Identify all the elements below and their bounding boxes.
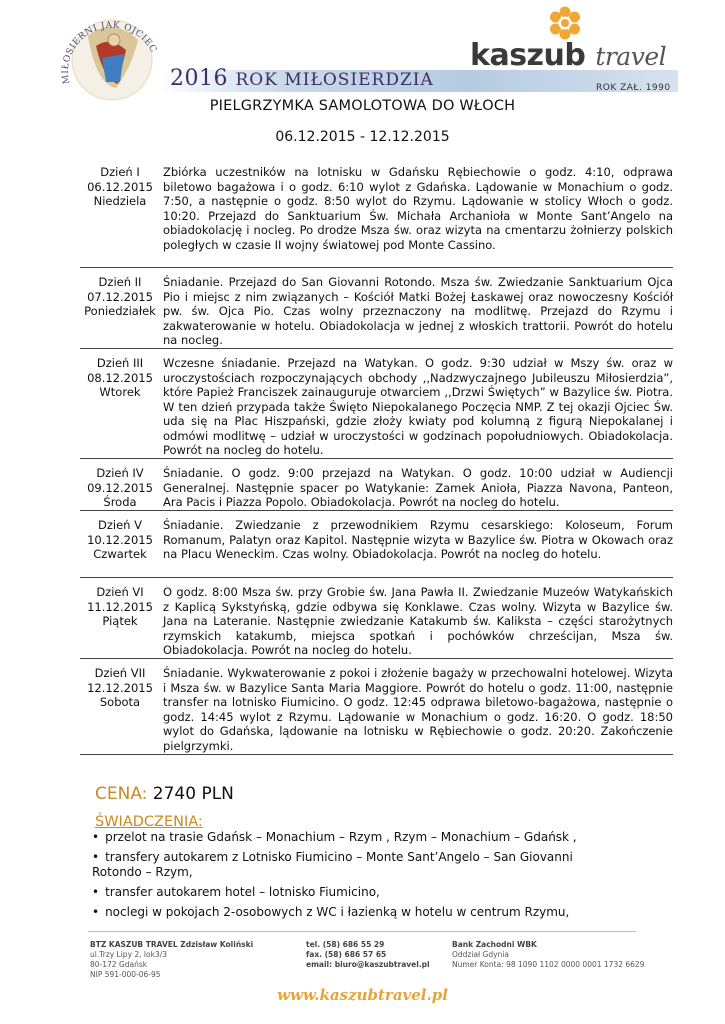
day-description: Śniadanie. Zwiedzanie z przewodnikiem Rzymu cesarskiego: Koloseum, Forum Romanum, Palatyn oraz Kapitol. Następnie wizyta w Bazylice św. Piotra w Okowach oraz na Placu Weneckim. Czas wolny. Obiadokolacja. Powrót na nocleg do hotelu. bbox=[163, 518, 673, 561]
footer-city: 80-172 Gdańsk bbox=[90, 960, 148, 969]
logo-arc-text: MIŁOSIERNI JAK OJCIEC bbox=[60, 20, 159, 85]
footer-divider bbox=[88, 931, 636, 932]
footer-bank: Bank Zachodni WBK bbox=[452, 940, 537, 949]
day-cell bbox=[80, 158, 160, 267]
itinerary-row bbox=[80, 511, 673, 578]
day-label: Dzień VI bbox=[96, 585, 144, 599]
itinerary-row bbox=[80, 459, 673, 511]
day-weekday: Piątek bbox=[102, 614, 138, 628]
day-label: Dzień I bbox=[100, 165, 140, 179]
day-weekday: Niedziela bbox=[93, 194, 147, 208]
itinerary-row bbox=[80, 349, 673, 459]
day-label: Dzień VII bbox=[94, 666, 146, 680]
day-cell bbox=[80, 511, 160, 577]
benefit-item: • przelot na trasie Gdańsk – Monachium – Rzym , Rzym – Monachium – Gdańsk , bbox=[92, 830, 612, 845]
price-value: 2740 PLN bbox=[152, 784, 234, 804]
day-description: Śniadanie. Wykwaterowanie z pokoi i złożenie bagaży w przechowalni hotelowej. Wizyta i Msza św. w Bazylice Santa Maria Maggiore. Powrót do hotelu o godz. 11:00, następnie transfer na lotnisko Fiumicino. O godz. 12:45 odprawa biletowo-bagażowa, następnie o godz. 14:45 wylot z Rzymu. Lądowanie w Monachium o godz. 16:20. O godz. 18:50 wylot do Gdańska, lądowanie na lotnisku w Rębiechowie o godz. 20:20. Zakończenie pielgrzymki. bbox=[163, 666, 673, 753]
price-label: CENA: bbox=[95, 784, 148, 804]
brand-logo-text bbox=[470, 38, 666, 73]
day-date: 12.12.2015 bbox=[87, 680, 153, 695]
day-label: Dzień IV bbox=[96, 466, 144, 480]
document-dates: 06.12.2015 - 12.12.2015 bbox=[275, 129, 450, 145]
year-banner-text: ROK MIŁOSIERDZIA bbox=[235, 70, 434, 90]
day-date: 08.12.2015 bbox=[87, 370, 153, 385]
day-cell bbox=[80, 659, 160, 754]
flower-icon bbox=[548, 6, 582, 40]
document-title: PIELGRZYMKA SAMOLOTOWA DO WŁOCH bbox=[209, 98, 516, 114]
benefit-item: • noclegi w pokojach 2-osobowych z WC i łazienką w hotelu w centrum Rzymu, bbox=[92, 905, 612, 920]
day-description: Śniadanie. Przejazd do San Giovanni Rotondo. Msza św. Zwiedzanie Sanktuarium Ojca Pio i miejsc z nim związanych – Kościół Matki Bożej Łaskawej oraz nowoczesny Kościół pw. św. Ojca Pio. Czas wolny przeznaczony na modlitwę. Przejazd do Rzymu i zakwaterowanie w hotelu. Obiadokolacja w jednej z włoskich trattorii. Powrót do hotelu na nocleg. bbox=[163, 275, 673, 347]
footer-email[interactable]: email: biuro@kaszubtravel.pl bbox=[306, 960, 430, 969]
footer-bank-info bbox=[452, 940, 644, 970]
itinerary-row bbox=[80, 578, 673, 659]
day-date: 11.12.2015 bbox=[87, 599, 153, 614]
day-description: Zbiórka uczestników na lotnisku w Gdańsku Rębiechowie o godz. 4:10, odprawa biletowo bagażowa i o godz. 6:10 wylot z Gdańska. Lądowanie w Monachium o godz. 7:50, a następnie o godz. 8:50 wylot do Rzymu. Lądowanie w stolicy Włoch o godz. 10:20. Przejazd do Sanktuarium Św. Michała Archanioła w Monte Sant’Angelo na obiadokolację i nocleg. Po drodze Msza św. oraz wizyta na cmentarzu żołnierzy polskich poległych w czasie II wojny światowej pod Monte Cassino. bbox=[163, 165, 673, 252]
brand-suffix: travel bbox=[595, 42, 667, 71]
year-number: 2016 bbox=[170, 66, 228, 91]
day-weekday: Poniedziałek bbox=[84, 304, 156, 318]
day-cell bbox=[80, 268, 160, 348]
brand-name: kaszub bbox=[470, 38, 586, 73]
day-date: 06.12.2015 bbox=[87, 179, 153, 194]
price bbox=[95, 784, 234, 804]
day-label: Dzień III bbox=[96, 356, 144, 370]
benefits-heading: ŚWIADCZENIA: bbox=[95, 814, 203, 830]
footer-account: Numer Konta: 98 1090 1102 0000 0001 1732 6629 bbox=[452, 960, 645, 969]
brand-since: ROK ZAŁ. 1990 bbox=[596, 83, 671, 93]
footer-branch: Oddział Gdynia bbox=[452, 950, 510, 959]
itinerary-table bbox=[80, 158, 673, 755]
benefit-item: • transfer autokarem hotel – lotnisko Fiumicino, bbox=[92, 885, 612, 900]
footer-nip: NIP 591-000-06-95 bbox=[90, 970, 161, 979]
footer-company: BTZ KASZUB TRAVEL Zdzisław Koliński bbox=[90, 940, 254, 949]
benefit-item: • transfery autokarem z Lotnisko Fiumicino – Monte Sant’Angelo – San Giovanni Rotondo – Rzym, bbox=[92, 850, 612, 880]
day-description: Wczesne śniadanie. Przejazd na Watykan. O godz. 9:30 udział w Mszy św. oraz w uroczystościach rozpoczynających obchody ,,Nadzwyczajnego Jubileuszu Miłosierdzia”, które Papież Franciszek zainauguruje otwarciem ,,Drzwi Świętych” w Bazylice św. Piotra. W ten dzień przypada także Święto Niepokalanego Poczęcia NMP. Z tej okazji Ojciec Św. uda się na Plac Hiszpański, gdzie złoży kwiaty pod kolumną z figurą Niepokalanej i odmówi modlitwę – udział w uroczystości w godzinach popołudniowych. Obiadokolacja. Powrót na nocleg do hotelu. bbox=[163, 356, 673, 457]
footer-street: ul.Trzy Lipy 2, lok3/3 bbox=[90, 950, 168, 959]
day-label: Dzień V bbox=[98, 518, 142, 532]
day-cell bbox=[80, 459, 160, 510]
day-description: O godz. 8:00 Msza św. przy Grobie św. Jana Pawła II. Zwiedzanie Muzeów Watykańskich z Kaplicą Sykstyńską, gdzie odbywa się Konklawe. Czas wolny. Wizyta w Bazylice św. Jana na Lateranie. Następnie zwiedzanie Katakumb św. Kaliksta – części starożytnych rzymskich katakumb, miejsca spotkań i pochówków chrześcijan, Msza św. Obiadokolacja. Powrót na nocleg do hotelu. bbox=[163, 585, 673, 657]
day-date: 10.12.2015 bbox=[87, 532, 153, 547]
day-weekday: Środa bbox=[103, 495, 137, 509]
itinerary-row bbox=[80, 659, 673, 755]
day-cell bbox=[80, 349, 160, 458]
day-date: 09.12.2015 bbox=[87, 480, 153, 495]
itinerary-row bbox=[80, 158, 673, 268]
day-weekday: Wtorek bbox=[99, 385, 141, 399]
day-description: Śniadanie. O godz. 9:00 przejazd na Watykan. O godz. 10:00 udział w Audiencji Generalnej. Następnie spacer po Watykanie: Zamek Anioła, Piazza Navona, Panteon, Ara Pacis i Piazza Popolo. Obiadokolacja. Powrót na nocleg do hotelu. bbox=[163, 466, 673, 509]
day-weekday: Czwartek bbox=[93, 547, 147, 561]
footer-company-info bbox=[90, 940, 253, 980]
footer-tel: tel. (58) 686 55 29 bbox=[306, 940, 385, 949]
itinerary-row bbox=[80, 268, 673, 349]
footer-fax: fax. (58) 686 57 65 bbox=[306, 950, 387, 959]
day-weekday: Sobota bbox=[99, 695, 141, 709]
footer-website-link[interactable]: www.kaszubtravel.pl bbox=[277, 986, 448, 1004]
footer-contact-info bbox=[306, 940, 430, 970]
day-label: Dzień II bbox=[98, 275, 142, 289]
day-date: 07.12.2015 bbox=[87, 289, 153, 304]
benefits-list bbox=[92, 830, 612, 925]
day-cell bbox=[80, 578, 160, 658]
